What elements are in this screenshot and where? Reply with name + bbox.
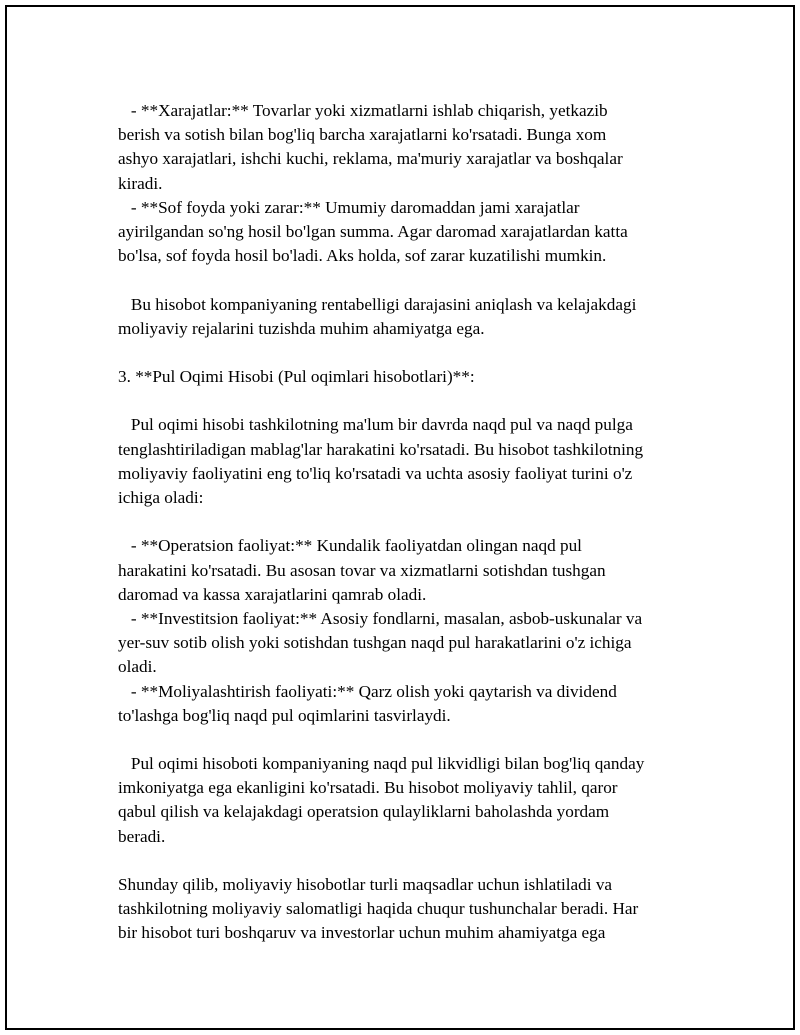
text-line: bo'lsa, sof foyda hosil bo'ladi. Aks holda, sof zarar kuzatilishi mumkin. — [118, 246, 607, 266]
text-line: - **Moliyalashtirish faoliyati:** Qarz olish yoki qaytarish va dividend — [118, 681, 617, 701]
blank-line — [118, 341, 698, 365]
text-line: to'lashga bog'liq naqd pul oqimlarini tasvirlaydi. — [118, 705, 451, 725]
text-line: daromad va kassa xarajatlarini qamrab oladi. — [118, 584, 427, 604]
text-line: harakatini ko'rsatadi. Bu asosan tovar va xizmatlarni sotishdan tushgan — [118, 560, 606, 580]
blank-line — [118, 389, 698, 413]
document-body — [118, 99, 698, 946]
text-line: Pul oqimi hisobi tashkilotning ma'lum bir davrda naqd pul va naqd pulga — [118, 415, 633, 435]
text-line: beradi. — [118, 826, 166, 846]
text-line: - **Operatsion faoliyat:** Kundalik faoliyatdan olingan naqd pul — [118, 536, 582, 556]
text-line: ashyo xarajatlari, ishchi kuchi, reklama, ma'muriy xarajatlar va boshqalar — [118, 149, 623, 169]
text-line: kiradi. — [118, 173, 163, 193]
text-line: moliyaviy rejalarini tuzishda muhim ahamiyatga ega. — [118, 318, 485, 338]
text-line: Bu hisobot kompaniyaning rentabelligi darajasini aniqlash va kelajakdagi — [118, 294, 637, 314]
text-line: yer-suv sotib olish yoki sotishdan tushgan naqd pul harakatlarini o'z ichiga — [118, 633, 632, 653]
blank-line — [118, 268, 698, 292]
text-line: - **Investitsion faoliyat:** Asosiy fondlarni, masalan, asbob-uskunalar va — [118, 608, 643, 628]
blank-line — [118, 510, 698, 534]
text-line: berish va sotish bilan bog'liq barcha xarajatlarni ko'rsatadi. Bunga xom — [118, 125, 607, 145]
text-line: qabul qilish va kelajakdagi operatsion qulayliklarni baholashda yordam — [118, 802, 610, 822]
blank-line — [118, 728, 698, 752]
text-line: - **Sof foyda yoki zarar:** Umumiy daromaddan jami xarajatlar — [118, 197, 580, 217]
page-frame — [5, 5, 795, 1030]
text-line: - **Xarajatlar:** Tovarlar yoki xizmatlarni ishlab chiqarish, yetkazib — [118, 101, 608, 120]
blank-line — [118, 849, 698, 873]
text-line: Pul oqimi hisoboti kompaniyaning naqd pul likvidligi bilan bog'liq qanday — [118, 754, 645, 774]
text-line: tenglashtiriladigan mablag'lar harakatini ko'rsatadi. Bu hisobot tashkilotning — [118, 439, 644, 459]
text-line: oladi. — [118, 657, 157, 677]
section-heading: 3. **Pul Oqimi Hisobi (Pul oqimlari hisobotlari)**: — [118, 367, 475, 387]
text-line: ichiga oladi: — [118, 488, 204, 507]
text-line: imkoniyatga ega ekanligini ko'rsatadi. Bu hisobot moliyaviy tahlil, qaror — [118, 778, 618, 798]
text-line: tashkilotning moliyaviy salomatligi haqida chuqur tushunchalar beradi. Har — [118, 899, 639, 919]
text-line: moliyaviy faoliyatini eng to'liq ko'rsatadi va uchta asosiy faoliyat turini o'z — [118, 463, 633, 483]
text-line: bir hisobot turi boshqaruv va investorlar uchun muhim ahamiyatga ega — [118, 923, 606, 943]
text-line: ayirilgandan so'ng hosil bo'lgan summa. Agar daromad xarajatlardan katta — [118, 221, 628, 241]
text-line: Shunday qilib, moliyaviy hisobotlar turli maqsadlar uchun ishlatiladi va — [118, 875, 613, 894]
